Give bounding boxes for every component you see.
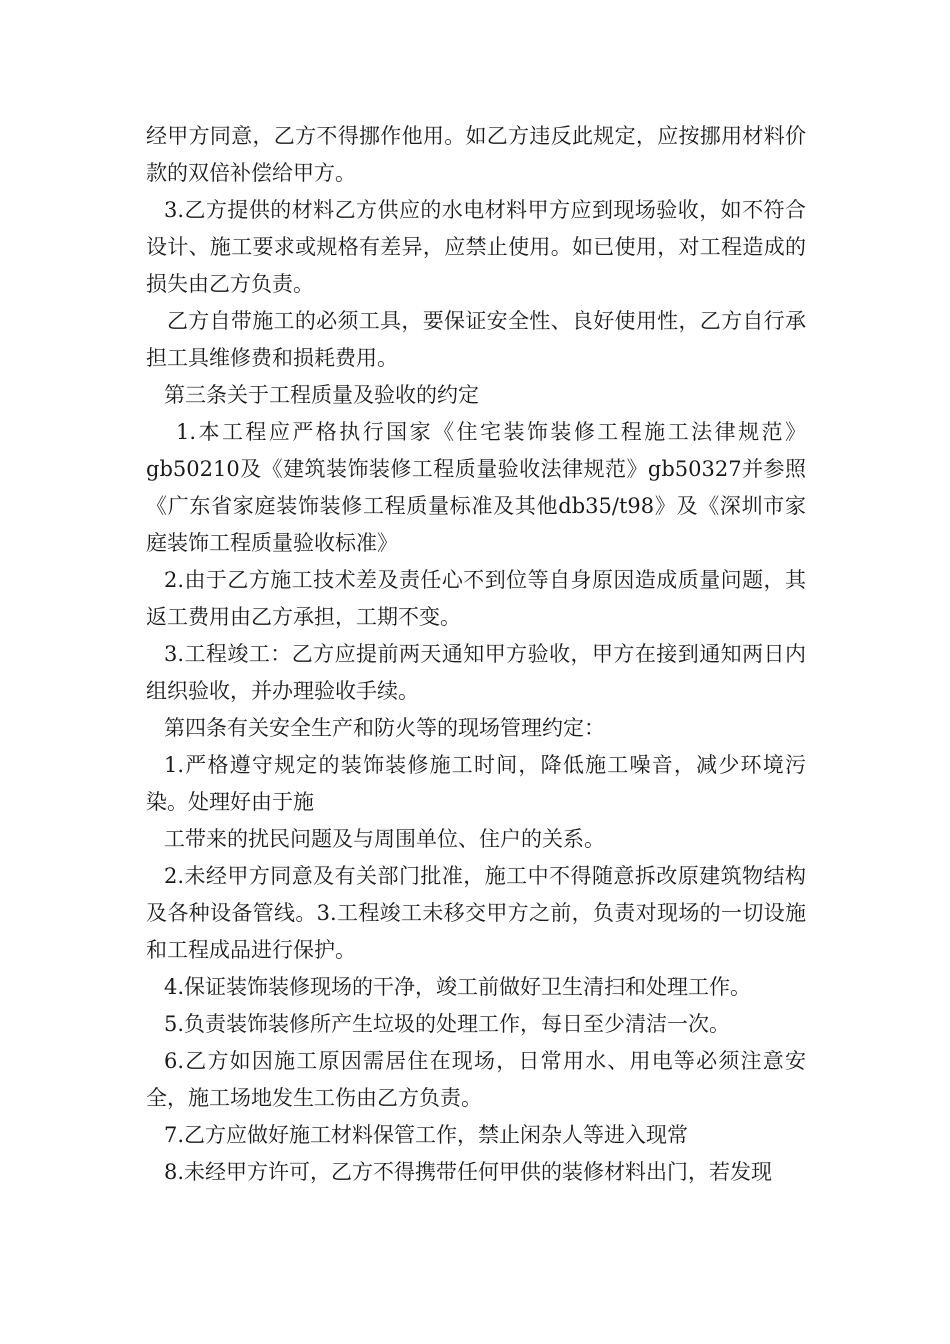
article-3-heading: 第三条关于工程质量及验收的约定 — [164, 383, 479, 407]
paragraph-16: 8.未经甲方许可，乙方不得携带任何甲供的装修材料出门，若发现 — [164, 1160, 773, 1184]
paragraph-3: 乙方自带施工的必须工具，要保证安全性、良好使用性，乙方自行承担工具维修费和损耗费用。 — [146, 309, 806, 370]
paragraph-2: 3.乙方提供的材料乙方供应的水电材料甲方应到现场验收，如不符合设计、施工要求或规格有差异，应禁止使用。如已使用，对工程造成的损失由乙方负责。 — [146, 198, 806, 296]
paragraph-13: 5.负责装饰装修所产生垃圾的处理工作，每日至少清洁一次。 — [164, 1012, 731, 1036]
article-4-heading: 第四条有关安全生产和防火等的现场管理约定： — [164, 716, 605, 740]
paragraph-9: 1.严格遵守规定的装饰装修施工时间，降低施工噪音，减少环境污染。处理好由于施 — [146, 753, 806, 814]
paragraph-12: 4.保证装饰装修现场的干净，竣工前做好卫生清扫和处理工作。 — [164, 975, 752, 999]
paragraph-11: 2.未经甲方同意及有关部门批准，施工中不得随意拆改原建筑物结构及各种设备管线。3.工程竣工未移交甲方之前，负责对现场的一切设施和工程成品进行保护。 — [146, 864, 806, 962]
paragraph-6: 2.由于乙方施工技术差及责任心不到位等自身原因造成质量问题，其返工费用由乙方承担，工期不变。 — [146, 568, 806, 629]
paragraph-1: 经甲方同意，乙方不得挪作他用。如乙方违反此规定，应按挪用材料价款的双倍补偿给甲方。 — [146, 124, 806, 185]
paragraph-5: 1.本工程应严格执行国家《住宅装饰装修工程施工法律规范》gb50210及《建筑装饰装修工程质量验收法律规范》gb50327并参照《广东省家庭装饰装修工程质量标准及其他db35/t98》及《深圳市家庭装饰工程质量验收标准》 — [146, 420, 806, 555]
paragraph-15: 7.乙方应做好施工材料保管工作，禁止闲杂人等进入现常 — [164, 1123, 689, 1147]
paragraph-14: 6.乙方如因施工原因需居住在现场，日常用水、用电等必须注意安全，施工场地发生工伤由乙方负责。 — [146, 1049, 806, 1110]
paragraph-10: 工带来的扰民问题及与周围单位、住户的关系。 — [164, 827, 605, 851]
paragraph-7: 3.工程竣工：乙方应提前两天通知甲方验收，甲方在接到通知两日内组织验收，并办理验收手续。 — [146, 642, 806, 703]
document-body — [146, 118, 806, 1191]
